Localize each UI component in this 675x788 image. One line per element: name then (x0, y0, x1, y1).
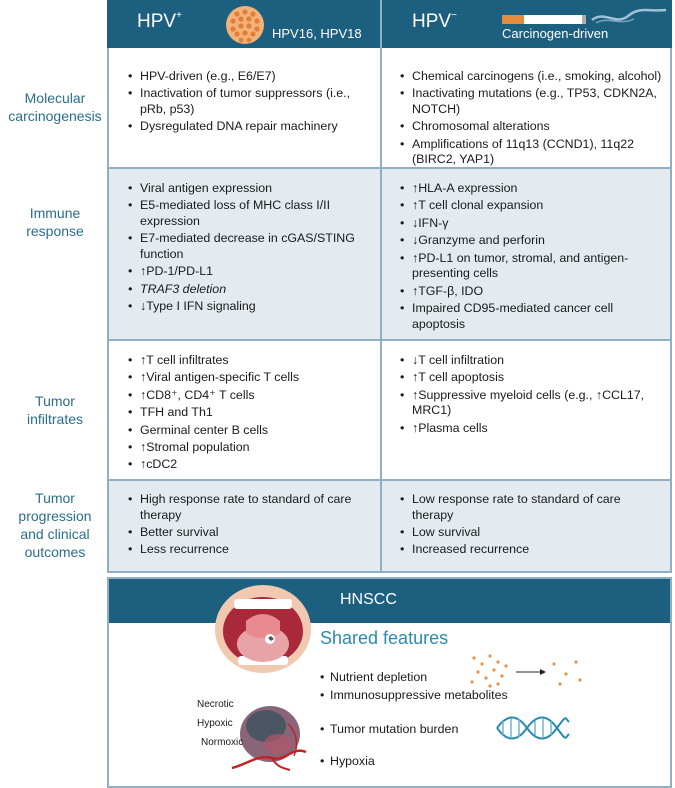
list-item: • Immunosuppressive metabolites (320, 688, 508, 702)
list-item: • Increased recurrence (400, 542, 665, 558)
list-item: • Amplifications of 11q13 (CCND1), 11q22 (BIRC2, YAP1) (400, 137, 665, 168)
hpv-negative-title: HPV− (412, 9, 457, 32)
header-hpv-negative (382, 0, 672, 48)
list-item: • ↑T cell infiltrates (128, 353, 373, 369)
list-item: • Nutrient depletion (320, 670, 427, 684)
list-item: • Low response rate to standard of care therapy (400, 492, 665, 523)
list-item: • Tumor mutation burden (320, 722, 458, 736)
dna-icon (495, 712, 570, 744)
list-item: • ↑Plasma cells (400, 421, 665, 437)
immune-hpv-pos-list (128, 181, 373, 317)
cigarette-icon (500, 6, 670, 28)
list-item: • ↓Granzyme and perforin (400, 233, 665, 249)
list-item: • TRAF3 deletion (128, 282, 373, 298)
list-item: • ↑Stromal population (128, 440, 373, 456)
list-item: • Chromosomal alterations (400, 119, 665, 135)
list-item: • ↓T cell infiltration (400, 353, 665, 369)
list-item: • ↑PD-1/PD-L1 (128, 264, 373, 280)
nutrient-depletion-icon (468, 650, 588, 696)
tumor-label-necrotic: Necrotic (197, 699, 234, 710)
row-label-outcomes: Tumor progression and clinical outcomes (18, 490, 92, 560)
list-item: • ↑cDC2 (128, 457, 373, 473)
list-item: • ↑Viral antigen-specific T cells (128, 370, 373, 386)
list-item: • ↑Suppressive myeloid cells (e.g., ↑CCL17, MRC1) (400, 388, 665, 419)
list-item: • Impaired CD95-mediated cancer cell apoptosis (400, 301, 665, 332)
virus-icon (224, 4, 266, 46)
mouth-icon (208, 581, 318, 681)
list-item: • ↓Type I IFN signaling (128, 299, 373, 315)
list-item: • HPV-driven (e.g., E6/E7) (128, 69, 373, 85)
list-item: • ↓IFN-γ (400, 216, 665, 232)
hnscc-title: HNSCC (340, 591, 397, 608)
row-label-immune: Immune response (26, 205, 84, 239)
row-label-infiltrates: Tumor infiltrates (26, 393, 84, 427)
list-item: • Low survival (400, 525, 665, 541)
molecular-hpv-neg-list (400, 69, 665, 170)
list-item: • Chemical carcinogens (i.e., smoking, alcohol) (400, 69, 665, 85)
infiltrates-hpv-neg-list (400, 353, 665, 438)
list-item: • Viral antigen expression (128, 181, 373, 197)
header-hpv-positive (107, 0, 380, 48)
list-item: • ↑TGF-β, IDO (400, 284, 665, 300)
list-item: • ↑PD-L1 on tumor, stromal, and antigen-presenting cells (400, 251, 665, 282)
tumor-label-normoxic: Normoxic (201, 737, 244, 748)
list-item: • TFH and Th1 (128, 405, 373, 421)
hpv-negative-subtitle: Carcinogen-driven (502, 26, 609, 41)
list-item: • Better survival (128, 525, 373, 541)
list-item: • Inactivation of tumor suppressors (i.e., pRb, p53) (128, 86, 373, 117)
tumor-icon (228, 694, 308, 774)
list-item: • Less recurrence (128, 542, 373, 558)
list-item: • ↑T cell clonal expansion (400, 198, 665, 214)
list-item: • ↑HLA-A expression (400, 181, 665, 197)
outcomes-hpv-pos-list (128, 492, 373, 560)
outcomes-hpv-neg-list (400, 492, 665, 560)
list-item: • E7-mediated decrease in cGAS/STING function (128, 231, 373, 262)
molecular-hpv-pos-list (128, 69, 373, 137)
hpv-positive-title: HPV+ (137, 9, 182, 32)
list-item: • ↑CD8⁺, CD4⁺ T cells (128, 388, 373, 404)
list-item: • Germinal center B cells (128, 423, 373, 439)
tumor-label-hypoxic: Hypoxic (197, 718, 233, 729)
immune-hpv-neg-list (400, 181, 665, 334)
list-item: • High response rate to standard of care therapy (128, 492, 373, 523)
hpv-positive-subtitle: HPV16, HPV18 (272, 26, 362, 41)
shared-features-title: Shared features (320, 628, 449, 648)
infiltrates-hpv-pos-list (128, 353, 373, 475)
list-item: • ↑T cell apoptosis (400, 370, 665, 386)
list-item: • Hypoxia (320, 754, 375, 768)
list-item: • Dysregulated DNA repair machinery (128, 119, 373, 135)
list-item: • E5-mediated loss of MHC class I/II expression (128, 198, 373, 229)
list-item: • Inactivating mutations (e.g., TP53, CDKN2A, NOTCH) (400, 86, 665, 117)
row-label-molecular: Molecular carcinogenesis (8, 90, 102, 124)
column-divider-inner (380, 48, 382, 571)
